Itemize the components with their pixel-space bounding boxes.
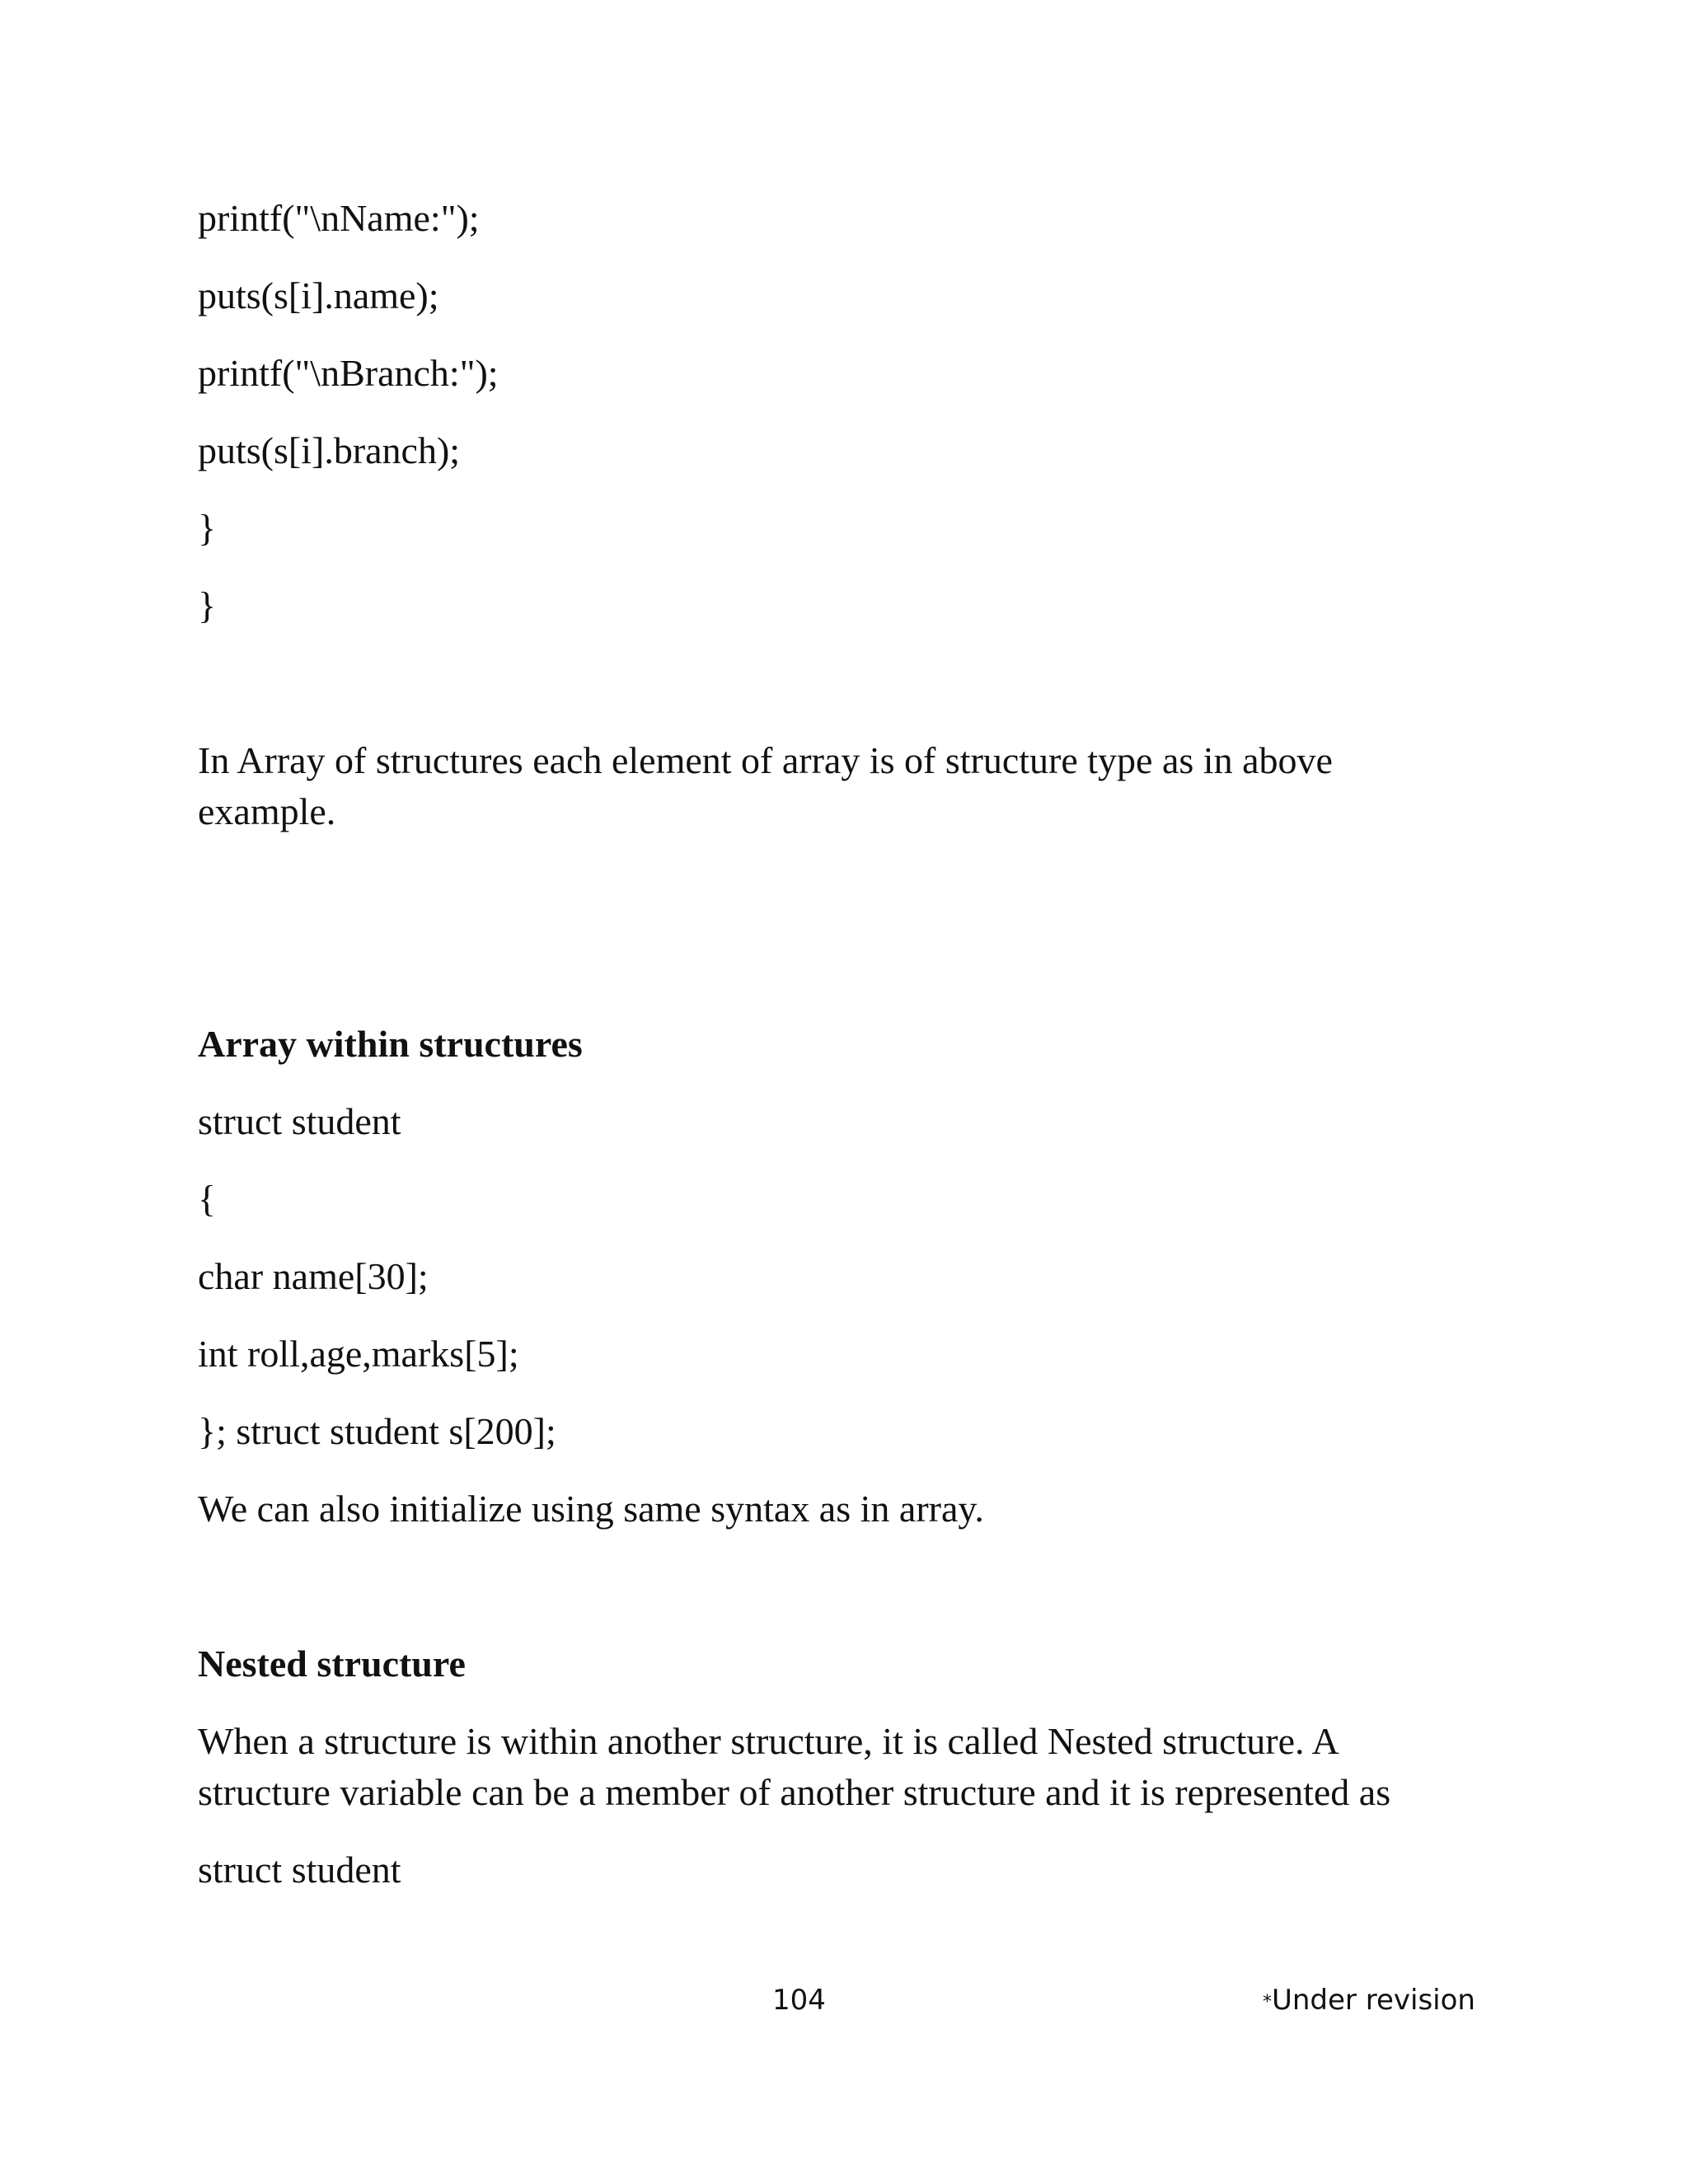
code-line: } xyxy=(198,584,217,626)
code-line: } xyxy=(198,507,217,549)
revision-note xyxy=(1263,1984,1475,2019)
paragraph-line: example. xyxy=(198,790,336,832)
code-line: puts(s[i].branch); xyxy=(198,429,461,471)
section-heading: Array within structures xyxy=(198,1023,583,1065)
code-line: puts(s[i].name); xyxy=(198,274,439,316)
code-line: int roll,age,marks[5]; xyxy=(198,1333,519,1375)
revision-star: * xyxy=(1263,1992,1272,2013)
code-line: struct student xyxy=(198,1849,401,1891)
revision-text: Under revision xyxy=(1272,1984,1475,2017)
code-line: struct student xyxy=(198,1100,401,1142)
code-line: char name[30]; xyxy=(198,1255,429,1297)
paragraph-line: We can also initialize using same syntax as in array. xyxy=(198,1488,984,1530)
paragraph-line: When a structure is within another structure, it is called Nested structure. A xyxy=(198,1720,1339,1762)
code-line: { xyxy=(198,1178,217,1220)
paragraph-line: structure variable can be a member of another structure and it is represented as xyxy=(198,1771,1391,1813)
paragraph-line: In Array of structures each element of array is of structure type as in above xyxy=(198,739,1333,781)
code-line: printf("\nName:"); xyxy=(198,197,480,239)
section-heading: Nested structure xyxy=(198,1643,466,1685)
code-line: }; struct student s[200]; xyxy=(198,1410,556,1452)
page-number: 104 xyxy=(772,1984,826,2017)
code-line: printf("\nBranch:"); xyxy=(198,352,499,394)
